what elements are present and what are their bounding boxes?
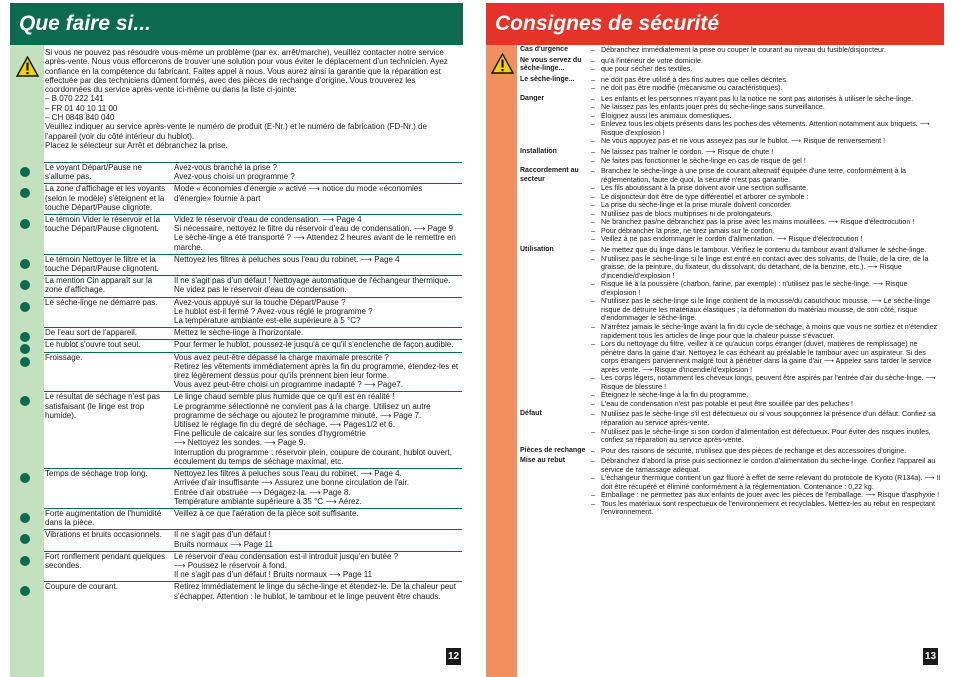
safety-section: [520, 46, 942, 55]
safety-section: [520, 57, 942, 74]
solution-cell: [172, 392, 462, 468]
problem-cell: Vibrations et bruits occasionnels.: [45, 530, 162, 540]
table-row: [44, 297, 462, 328]
table-row: [44, 327, 462, 339]
table-row: [44, 183, 462, 214]
solution-line: Il ne s'agit pas d'un défaut ! Bruits normaux ⟶ Page 11: [174, 570, 373, 580]
section-items: [590, 46, 942, 55]
safety-item: – Pour des raisons de sécurité, n'utilisez que des pièces de rechange et des accessoires d'origine.: [590, 447, 942, 456]
table-row: [44, 391, 462, 468]
safety-item: – Risque lié à la poussière (charbon, farine, par exemple) : n'utilisez pas le sèche-linge. ⟶ Risque d'explosion !: [590, 280, 942, 297]
solution-line: Il ne s'agit pas d'un défaut ! Nettoyage automatique de l'échangeur thermique. Ne videz pas le réservoir d'eau de condensation.: [174, 276, 451, 295]
safety-instructions: [520, 46, 942, 519]
safety-section: [520, 246, 942, 408]
right-page-title: Consignes de sécurité: [495, 12, 720, 35]
solution-line: Bruits normaux ⟶ Page 11: [174, 539, 273, 549]
problem-cell: Le témoin Vider le réservoir et la touche Départ/Pause clignotent.: [45, 215, 161, 234]
table-row: [44, 468, 462, 508]
table-row: [44, 162, 462, 183]
safety-section: [520, 457, 942, 517]
safety-item: – N'utilisez pas le sèche-linge si le linge contient de la mousse/du caoutchouc mousse. ⟶ Le sèche-linge risque de détruire les matériaux élastiques ; la déformation du matériau mousse, de son côté, risque d'endommager le sèche-linge.: [590, 297, 942, 323]
left-header: [10, 3, 463, 45]
table-row: [44, 529, 462, 550]
safety-item: – Tous les matériaux sont respectueux de l'environnement et recyclables. Mettez-les au rebut en respectant l'environnement.: [590, 500, 942, 517]
solution-line: Interruption du programme : réservoir plein, coupure de courant, hublot ouvert, écoulement du temps de séchage maximal, etc.: [174, 447, 452, 466]
problem-cell: Fort ronflement pendant quelques secondes.: [45, 551, 166, 570]
solution-line: Avez-vous branché la prise ?: [174, 163, 278, 172]
safety-item: – Ne vous appuyez pas et ne vous asseyez pas sur le hublot. ⟶ Risque de renversement !: [590, 137, 942, 146]
warning-icon: [16, 56, 39, 77]
solution-line: ⟶ Nettoyez les sondes. ⟶ Page 9.: [174, 438, 306, 448]
safety-item: – que pour sécher des textiles.: [590, 65, 942, 74]
left-page-title: Que faire si...: [19, 12, 151, 35]
safety-item: – L'eau de condensation n'est pas potable et peut être souillée par des peluches !: [590, 400, 942, 409]
solution-line: Le linge chaud semble plus humide que ce qu'il est en réalité !: [174, 392, 395, 402]
section-label: Utilisation: [520, 246, 554, 254]
safety-item: – Les enfants et les personnes n'ayant pas lu la notice ne sont pas autorisés à utiliser le sèche-linge.: [590, 95, 942, 104]
solution-line: Le sèche-linge a été transporté ? ⟶ Attendez 2 heures avant de le remettre en marche.: [174, 233, 456, 252]
bullet-dot-icon: [20, 167, 30, 177]
solution-line: Avez-vous appuyé sur la touche Départ/Pause ?: [174, 297, 346, 307]
table-row: [44, 551, 462, 582]
table-row: [44, 275, 462, 296]
solution-cell: [172, 340, 462, 351]
safety-item: – Ne mettez que du linge dans le tambour. Vérifiez le contenu du tambour avant d'allumer le sèche-linge.: [590, 246, 942, 255]
section-label: Ne vous servez du sèche-linge...: [520, 56, 582, 73]
right-page: [486, 3, 944, 677]
intro-paragraph: Si vous ne pouvez pas résoudre vous-même un problème (par ex. arrêt/marche), veuillez contacter notre service après-vente. Nous vous efforcerons de trouver une solution pour vous éviter le déplacement d'un technicien. Ayez confiance en la compétence du fabricant. Faites appel à nous. Vous aurez ainsi la garantie que la réparation est effectuée par des techniciens dûment formés, avec des pièces de rechange d'origine. Vous trouverez les coordonnées du service après-vente ici-même ou dans la liste ci-jointe:: [45, 48, 448, 95]
safety-section: [520, 167, 942, 244]
section-items: [590, 457, 942, 517]
solution-cell: [172, 582, 462, 602]
safety-item: – Débranchez d'abord la prise puis sectionnez le cordon d'alimentation du sèche-linge. Confiez l'appareil au service de ramassage adéquat.: [590, 457, 942, 474]
solution-cell: [172, 255, 462, 275]
solution-line: Retirez les vêtements immédiatement après la fin du programme, étendez-les et tirez légèrement dessus pour qu'ils prennent bien leur forme.: [174, 361, 459, 381]
solution-line: Veillez à ce que l'aération de la pièce soit suffisante.: [174, 508, 359, 518]
safety-item: – Éteignez le sèche-linge à la fin du programme.: [590, 391, 942, 400]
section-label: Cas d'urgence: [520, 46, 568, 53]
problem-cell: La zone d'affichage et les voyants (selon le modèle) s'éteignent et la touche Départ/Pause clignote.: [45, 184, 166, 212]
safety-item: – ne doit pas être utilisé à des fins autres que celles décrites.: [590, 76, 942, 85]
safety-item: – L'échangeur thermique contient un gaz fluoré à effet de serre relevant du protocole de Kyoto (R134a). ⟶ Il doit être récupéré et éliminé conformément à la réglementation. Contenance : 0,22 kg.: [590, 474, 942, 491]
safety-item: – Emballage : ne permettez pas aux enfants de jouer avec les pièces de l'emballage. ⟶ Risque d'asphyxie !: [590, 491, 942, 500]
safety-item: – Veillez à ne pas endommager le cordon d'alimentation. ⟶ Risque d'électrocution !: [590, 235, 942, 244]
section-items: [590, 167, 942, 244]
solution-line: Le programme sélectionné ne convient pas à la charge. Utilisez un autre programme de séchage ou ajoutez le programme minuté. ⟶ Page 7.: [174, 401, 431, 420]
solution-line: Utilisez le réglage fin du degré de séchage. ⟶ Pages1/2 et 6.: [174, 420, 395, 430]
problem-cell: Le hublot s'ouvre tout seul.: [45, 340, 141, 350]
warning-icon: [491, 53, 514, 74]
intro-note: Veuillez indiquer au service après-vente le numéro de produit (E-Nr.) et le numéro de fabrication (FD-Nr.) de l'appareil (voir du côté intérieur du hublot).: [45, 122, 427, 141]
bullet-dot-icon: [20, 556, 30, 566]
bullet-dot-icon: [20, 302, 30, 312]
phone-b: – B 070 222 141: [45, 94, 104, 104]
solution-cell: [172, 276, 462, 296]
solution-line: Nettoyez les filtres à peluches sous l'eau du robinet. ⟶ Page 4: [174, 254, 400, 264]
solution-line: Videz le réservoir d'eau de condensation. ⟶ Page 4: [174, 215, 362, 225]
solution-line: Retirez immédiatement le linge du sèche-linge et étendez-le. De la chaleur peut s'échapper. Attention : le hublot, le tambour et le linge peuvent être chauds.: [174, 582, 456, 601]
problem-cell: Le sèche-linge ne démarre pas.: [45, 297, 158, 307]
solution-line: Il ne s'agit pas d'un défaut !: [174, 530, 271, 540]
section-items: [590, 76, 942, 93]
safety-item: – Ne faites pas fonctionner le sèche-linge en cas de risque de gel !: [590, 157, 942, 166]
safety-item: – Débranchez immédiatement la prise ou couper le courant au niveau du fusible/disjoncteur.: [590, 46, 942, 55]
section-label: Pièces de rechange: [520, 446, 586, 454]
troubleshooting-table: [44, 162, 462, 603]
section-items: [590, 246, 942, 408]
problem-cell: Le résultat de séchage n'est pas satisfaisant (le linge est trop humide).: [45, 392, 160, 420]
table-row: [44, 214, 462, 254]
table-row: [44, 581, 462, 602]
safety-item: – Ne laissez pas les enfants jouer près du sèche-linge sans surveillance.: [590, 103, 942, 112]
safety-item: – ne doit pas être modifié (mécanisme ou caractéristiques).: [590, 84, 942, 93]
safety-item: – Branchez le sèche-linge à une prise de courant alternatif équipée d'une terre, conformément à la réglementation, faute de quoi, la sécurité n'est pas garantie.: [590, 167, 942, 184]
solution-line: Pour fermer le hublot, poussez-le jusqu'à ce qu'il s'enclenche de façon audible.: [174, 340, 454, 350]
safety-section: [520, 410, 942, 444]
solution-line: Le réservoir d'eau condensation est-il introduit jusqu'en butée ?: [174, 551, 399, 561]
solution-cell: [172, 328, 462, 339]
safety-item: – Les fils aboutissant à la prise doivent avoir une section suffisante.: [590, 184, 942, 193]
bullet-dot-icon: [20, 219, 30, 229]
safety-section: [520, 148, 942, 165]
section-label: Mise au rebut: [520, 457, 566, 465]
safety-item: – Éloignez aussi les animaux domestiques.: [590, 112, 942, 121]
problem-cell: Froissage.: [45, 352, 83, 362]
section-items: [590, 57, 942, 74]
page-number: 13: [923, 648, 938, 665]
table-row: [44, 508, 462, 529]
solution-cell: [172, 353, 462, 392]
safety-item: – N'utilisez pas de blocs multiprises ni de prolongateurs.: [590, 210, 942, 219]
solution-line: Vous avez peut-être choisi un programme inadapté ? ⟶ Page7.: [174, 380, 403, 390]
solution-line: ⟶ Poussez le réservoir à fond.: [174, 560, 287, 570]
solution-cell: [172, 215, 462, 254]
solution-cell: [172, 469, 462, 508]
left-page: [10, 3, 463, 677]
safety-section: [520, 95, 942, 146]
problem-cell: De l'eau sort de l'appareil.: [45, 328, 137, 338]
solution-cell: [172, 163, 462, 183]
solution-cell: [172, 298, 462, 328]
safety-section: [520, 76, 942, 93]
section-items: [590, 95, 942, 146]
phone-fr: – FR 01 40 10 11 00: [45, 103, 118, 113]
bullet-dot-icon: [20, 259, 30, 269]
solution-cell: [172, 530, 462, 550]
solution-line: Fine pellicule de calcaire sur les sondes d'hygrométrie: [174, 429, 366, 439]
problem-cell: Forte augmentation de l'humidité dans la pièce.: [45, 508, 162, 528]
problem-cell: Coupure de courant.: [45, 582, 118, 592]
safety-item: – Ne laissez pas traîner le cordon. ⟶ Risque de chute !: [590, 148, 942, 157]
safety-item: – Le disjoncteur doit être de type différentiel et arborer ce symbole :: [590, 193, 942, 202]
safety-item: – Les corps légers, notamment les cheveux longs, peuvent être aspirés par l'entrée d'air du sèche-linge. ⟶ Risque de blessure !: [590, 374, 942, 391]
table-row: [44, 339, 462, 351]
section-label: Le sèche-linge...: [520, 75, 575, 83]
safety-item: – N'utilisez pas le sèche-linge si son cordon d'alimentation est défectueux. Pour éviter des risques inutiles, confiez sa réparation au service après-vente.: [590, 428, 942, 445]
bullet-dot-icon: [20, 357, 30, 367]
section-label: Défaut: [520, 410, 542, 418]
right-header: [486, 3, 944, 45]
right-margin-strip: [486, 3, 517, 677]
solution-line: Arrivée d'air insuffisante ⟶ Assurez une bonne circulation de l'air.: [174, 478, 409, 488]
safety-item: – Ne branchez pas/ne débranchez pas la prise avec les mains mouillées. ⟶ Risque d'électrocution !: [590, 218, 942, 227]
safety-item: – N'arrêtez jamais le sèche-linge avant la fin du cycle de séchage, à moins que vous ne sortiez et n'étendiez rapidement tous les articles de linge pour que la chaleur puisse s'évacuer.: [590, 323, 942, 340]
table-row: [44, 352, 462, 392]
section-items: [590, 410, 942, 444]
section-label: Installation: [520, 148, 557, 156]
problem-cell: Temps de séchage trop long.: [45, 469, 148, 479]
safety-item: – Pour débrancher la prise, ne tirez jamais sur le cordon.: [590, 227, 942, 236]
solution-line: Vous avez peut-être dépassé la charge maximale prescrite ?: [174, 352, 389, 362]
section-items: [590, 148, 942, 165]
safety-item: – N'utilisez pas le sèche-linge si le linge est entré en contact avec des solvants, de l'huile, de la cire, de la graisse, de la peinture, du fixateur, du dissolvant, du détachant, de la benzine, etc.). ⟶ Risque d'incendie/d'explosion !: [590, 255, 942, 281]
safety-item: – La prise du sèche-linge et la prise murale doivent concorder.: [590, 201, 942, 210]
safety-section: [520, 447, 942, 456]
section-label: Danger: [520, 94, 545, 102]
solution-line: Nettoyez les filtres à peluches sous l'eau du robinet. ⟶ Page 4.: [174, 469, 402, 479]
section-items: [590, 447, 942, 456]
table-row: [44, 254, 462, 275]
solution-line: Si nécessaire, nettoyez le filtre du réservoir d'eau de condensation. ⟶ Page 9: [174, 224, 453, 234]
intro-text: [45, 48, 459, 150]
solution-cell: [172, 509, 462, 529]
solution-line: Mode « économies d'énergie » activé ⟶ notice du mode «économies d'énergie» fournie à part: [174, 184, 423, 203]
section-label: Raccordement au secteur: [520, 167, 579, 183]
problem-cell: La mention Cin apparaît sur la zone d'affichage.: [45, 276, 153, 295]
page-number: 12: [446, 648, 461, 665]
problem-cell: Le témoin Nettoyer le filtre et la touche Départ/Pause clignotent.: [45, 254, 159, 274]
bullet-dot-icon: [20, 513, 30, 523]
solution-cell: [172, 552, 462, 582]
solution-cell: [172, 184, 462, 214]
solution-line: Température ambiante supérieure à 35 °C ⟶ Aérez.: [174, 496, 362, 506]
safety-item: – qu'à l'intérieur de votre domicile.: [590, 57, 942, 66]
problem-cell: Le voyant Départ/Pause ne s'allume pas.: [45, 163, 142, 182]
intro-instruction: Placez le sélecteur sur Arrêt et débranchez la prise.: [45, 140, 228, 150]
phone-ch: – CH 0848 840 040: [45, 113, 115, 123]
safety-item: – Enlevez tous les objets présents dans les poches des vêtements. Attention notamment aux briquets. ⟶ Risque d'explosion !: [590, 120, 942, 137]
solution-line: Le hublot est-il fermé ? Avez-vous réglé le programme ?: [174, 306, 373, 316]
solution-line: Entrée d'air obstruée ⟶ Dégagez-la. ⟶ Page 8.: [174, 487, 351, 497]
safety-item: – Lors du nettoyage du filtre, veillez à ce qu'aucun corps étranger (duvet, matières de remplissage) ne pénètre dans la gaine d'air. Nettoyez le cas échéant au préalable le tambour avec un aspirateur. Si des corps étrangers parviennent malgré tout à pénétrer dans la gaine d'air ⟶ Appelez sans tarder le service après vente. ⟶ Risque d'incendie/d'explosion !: [590, 340, 942, 374]
solution-line: Mettez le sèche-linge à l'horizontale.: [174, 328, 304, 338]
safety-item: – N'utilisez pas le sèche-linge s'il est défectueux ou si vous soupçonnez la présence d'un défaut. Confiez sa réparation au service après-vente.: [590, 410, 942, 427]
solution-line: Avez-vous choisi un programme ?: [174, 172, 295, 182]
solution-line: La température ambiante est-elle supérieure à 5 °C?: [174, 316, 361, 326]
